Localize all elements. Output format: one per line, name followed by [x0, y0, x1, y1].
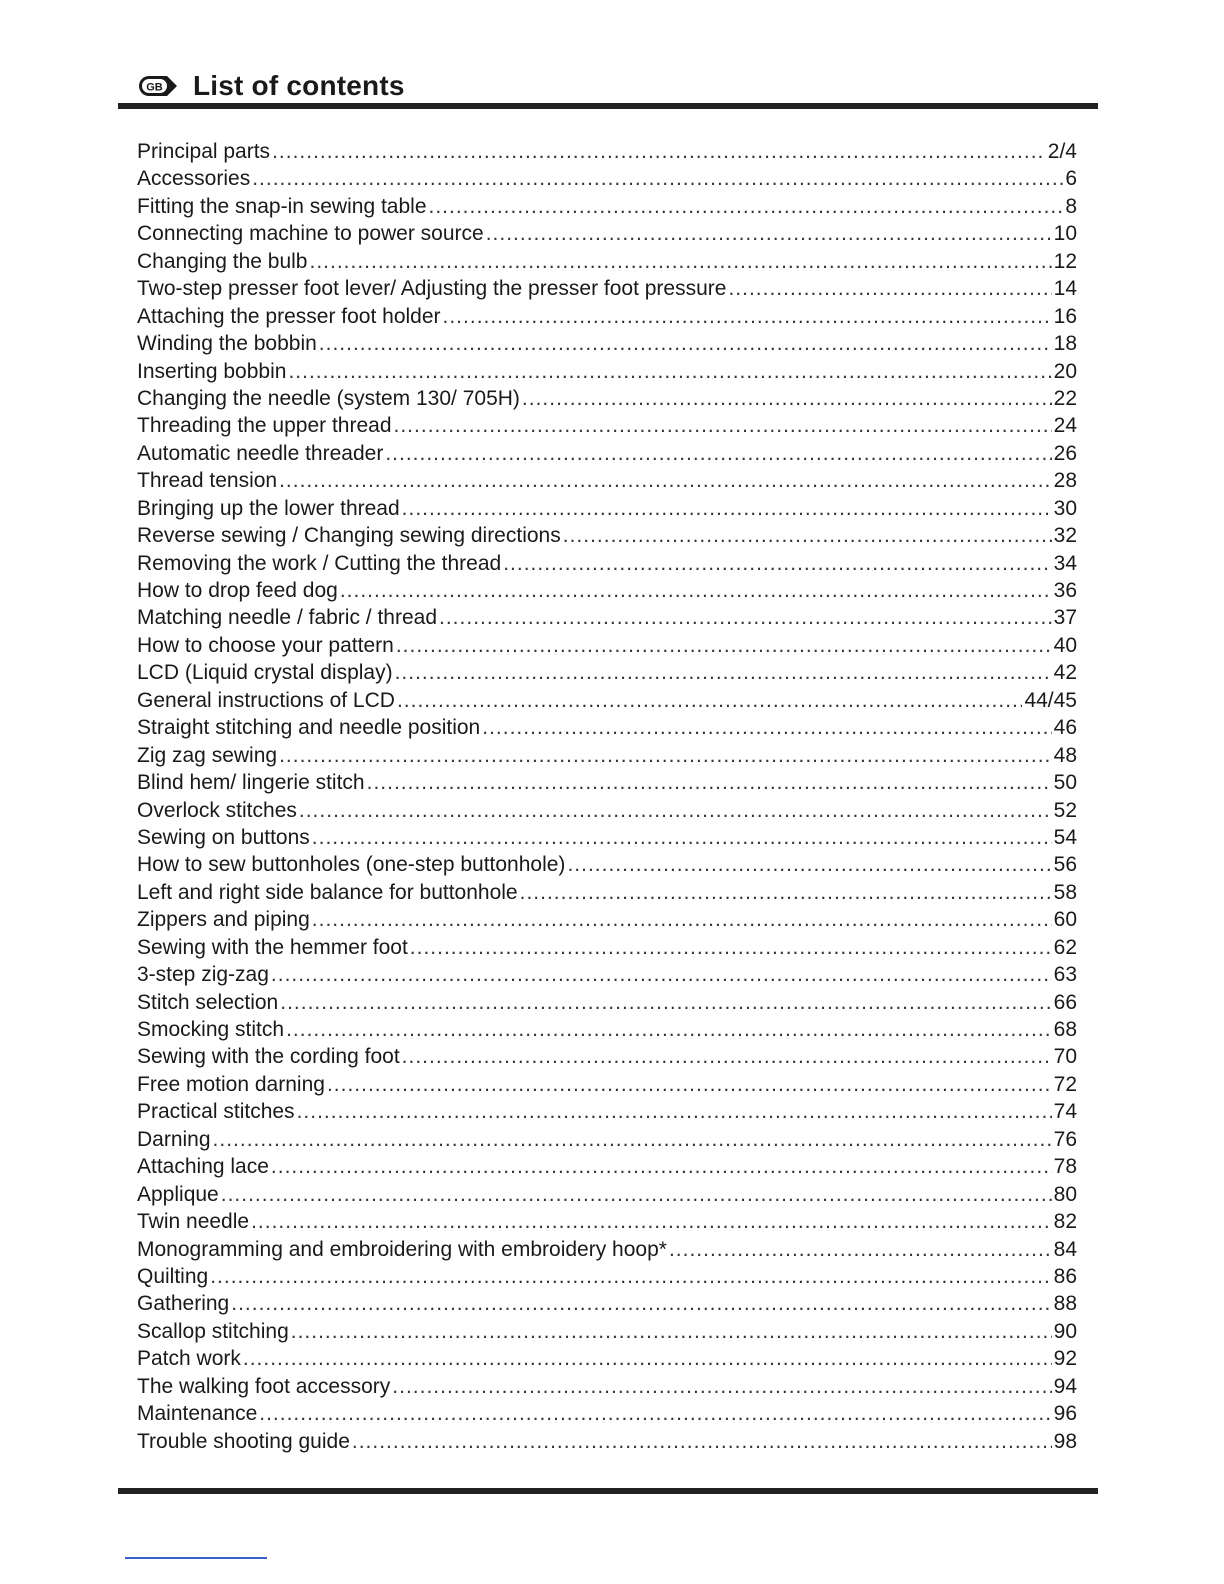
- toc-entry: [137, 467, 1077, 494]
- toc-entry: [137, 1071, 1077, 1098]
- toc-entry: [137, 687, 1077, 714]
- toc-entry-page: 96: [1053, 1402, 1077, 1426]
- toc-leader-dots: [397, 687, 1022, 714]
- toc-leader-dots: [669, 1236, 1052, 1263]
- toc-entry-title: Connecting machine to power source: [137, 222, 484, 246]
- toc-entry-title: Attaching lace: [137, 1155, 269, 1179]
- toc-entry-page: 66: [1053, 990, 1077, 1014]
- toc-entry: [137, 412, 1077, 439]
- toc-entry-title: Zig zag sewing: [137, 743, 278, 767]
- toc-entry-page: 32: [1053, 524, 1077, 548]
- toc-entry: [137, 1153, 1077, 1180]
- toc-entry-title: Overlock stitches: [137, 798, 297, 822]
- toc-leader-dots: [327, 1071, 1052, 1098]
- toc-leader-dots: [402, 495, 1052, 522]
- toc-entry-title: Left and right side balance for buttonhole: [137, 880, 518, 904]
- toc-entry: [137, 138, 1077, 165]
- toc-entry: [137, 495, 1077, 522]
- toc-entry-title: How to choose your pattern: [137, 633, 394, 657]
- toc-entry-page: 70: [1053, 1045, 1077, 1069]
- toc-entry-page: 26: [1053, 441, 1077, 465]
- toc-entry: [137, 330, 1077, 357]
- toc-entry-page: 56: [1053, 853, 1077, 877]
- toc-entry-title: Sewing on buttons: [137, 825, 310, 849]
- toc-entry-title: Winding the bobbin: [137, 332, 317, 356]
- toc-entry: [137, 1263, 1077, 1290]
- toc-entry-page: 92: [1053, 1347, 1077, 1371]
- toc-entry: [137, 1043, 1077, 1070]
- toc-entry-page: 16: [1053, 304, 1077, 328]
- toc-entry-title: 3-step zig-zag: [137, 963, 269, 987]
- toc-leader-dots: [210, 1263, 1051, 1290]
- toc-entry-title: Principal parts: [137, 140, 271, 163]
- toc-leader-dots: [259, 1400, 1051, 1427]
- toc-entry-title: Changing the needle (system 130/ 705H): [137, 386, 520, 410]
- toc-entry-page: 28: [1053, 469, 1077, 493]
- toc-entry: [137, 385, 1077, 412]
- toc-leader-dots: [312, 824, 1052, 851]
- toc-entry: [137, 248, 1077, 275]
- toc-entry-page: 54: [1053, 825, 1077, 849]
- toc-leader-dots: [567, 851, 1051, 878]
- toc-leader-dots: [443, 303, 1052, 330]
- toc-entry-page: 10: [1053, 222, 1077, 246]
- toc-entry-title: Scallop stitching: [137, 1319, 289, 1343]
- toc-entry-title: Patch work: [137, 1347, 241, 1371]
- toc-entry: [137, 1016, 1077, 1043]
- toc-entry: [137, 824, 1077, 851]
- toc-entry: [137, 1208, 1077, 1235]
- toc-entry-page: 76: [1053, 1127, 1077, 1151]
- toc-leader-dots: [503, 550, 1051, 577]
- toc-entry-page: 52: [1053, 798, 1077, 822]
- toc-entry: [137, 1290, 1077, 1317]
- toc-leader-dots: [728, 275, 1051, 302]
- toc-leader-dots: [439, 604, 1052, 631]
- toc-leader-dots: [251, 1208, 1052, 1235]
- toc-entry: [137, 1400, 1077, 1427]
- toc-entry-title: Sewing with the cording foot: [137, 1045, 400, 1069]
- toc-entry: [137, 989, 1077, 1016]
- toc-leader-dots: [231, 1290, 1051, 1317]
- toc-entry-page: 12: [1053, 249, 1077, 273]
- toc-entry-title: Smocking stitch: [137, 1018, 285, 1041]
- toc-leader-dots: [563, 522, 1052, 549]
- top-divider: [118, 103, 1098, 109]
- toc-leader-dots: [392, 1373, 1051, 1400]
- toc-entry: [137, 193, 1077, 220]
- toc-leader-dots: [271, 1153, 1052, 1180]
- toc-entry-title: How to drop feed dog: [137, 579, 338, 602]
- toc-entry-title: Trouble shooting guide: [137, 1429, 350, 1453]
- toc-entry: [137, 906, 1077, 933]
- toc-entry-page: 86: [1053, 1264, 1077, 1288]
- toc-leader-dots: [482, 714, 1051, 741]
- toc-entry: [137, 604, 1077, 631]
- toc-leader-dots: [385, 440, 1051, 467]
- toc-entry: [137, 934, 1077, 961]
- toc-entry: [137, 1126, 1077, 1153]
- toc-leader-dots: [367, 769, 1052, 796]
- toc-entry: [137, 1428, 1077, 1455]
- toc-entry-page: 48: [1053, 743, 1077, 767]
- toc-entry-page: 62: [1053, 935, 1077, 959]
- toc-entry-title: Inserting bobbin: [137, 359, 287, 383]
- toc-entry-page: 6: [1065, 167, 1077, 191]
- toc-entry-page: 84: [1053, 1237, 1077, 1261]
- toc-leader-dots: [410, 934, 1052, 961]
- toc-entry-page: 42: [1053, 661, 1077, 685]
- toc-entry-page: 44/45: [1024, 688, 1077, 712]
- toc-entry-title: General instructions of LCD: [137, 688, 395, 712]
- toc-entry-title: Straight stitching and needle position: [137, 716, 481, 740]
- toc-leader-dots: [299, 797, 1052, 824]
- toc-entry-title: Changing the bulb: [137, 249, 308, 273]
- toc-leader-dots: [271, 961, 1052, 988]
- toc-leader-dots: [309, 248, 1051, 275]
- toc-entry: [137, 769, 1077, 796]
- toc-entry-page: 34: [1053, 551, 1077, 575]
- toc-leader-dots: [279, 467, 1052, 494]
- toc-entry-page: 98: [1053, 1429, 1077, 1453]
- table-of-contents: [137, 138, 1077, 1455]
- toc-entry-page: 22: [1053, 386, 1077, 410]
- toc-entry-title: Twin needle: [137, 1210, 250, 1234]
- toc-entry: [137, 1181, 1077, 1208]
- toc-entry: [137, 797, 1077, 824]
- toc-entry-title: Stitch selection: [137, 990, 279, 1014]
- toc-leader-dots: [395, 659, 1052, 686]
- toc-entry-title: Threading the upper thread: [137, 414, 392, 438]
- toc-entry-title: Applique: [137, 1182, 219, 1206]
- toc-entry: [137, 440, 1077, 467]
- bottom-divider: [118, 1488, 1098, 1494]
- toc-leader-dots: [243, 1345, 1052, 1372]
- toc-entry-title: Removing the work / Cutting the thread: [137, 551, 502, 575]
- gb-language-icon: [137, 74, 179, 98]
- toc-leader-dots: [522, 385, 1052, 412]
- toc-entry: [137, 1373, 1077, 1400]
- toc-entry-page: 58: [1053, 880, 1077, 904]
- toc-entry-page: 40: [1053, 633, 1077, 657]
- toc-entry-title: Blind hem/ lingerie stitch: [137, 771, 365, 795]
- toc-entry-page: 2/4: [1047, 140, 1077, 163]
- toc-entry: [137, 577, 1077, 604]
- toc-leader-dots: [394, 412, 1052, 439]
- toc-entry: [137, 165, 1077, 192]
- toc-leader-dots: [291, 1318, 1052, 1345]
- toc-leader-dots: [429, 193, 1064, 220]
- toc-entry-title: The walking foot accessory: [137, 1374, 391, 1398]
- toc-entry: [137, 1098, 1077, 1125]
- toc-entry: [137, 632, 1077, 659]
- toc-entry-page: 68: [1053, 1018, 1077, 1041]
- page-title: List of contents: [193, 70, 405, 101]
- toc-entry-title: Sewing with the hemmer foot: [137, 935, 408, 959]
- toc-leader-dots: [520, 879, 1052, 906]
- toc-entry-page: 30: [1053, 496, 1077, 520]
- toc-leader-dots: [288, 358, 1051, 385]
- page-header: [137, 66, 405, 106]
- toc-leader-dots: [280, 989, 1051, 1016]
- toc-leader-dots: [340, 577, 1052, 604]
- toc-entry: [137, 522, 1077, 549]
- toc-entry-page: 20: [1053, 359, 1077, 383]
- toc-entry-page: 74: [1053, 1100, 1077, 1124]
- toc-leader-dots: [486, 220, 1052, 247]
- toc-entry: [137, 659, 1077, 686]
- toc-entry-title: LCD (Liquid crystal display): [137, 661, 393, 685]
- toc-entry-page: 37: [1053, 606, 1077, 630]
- toc-entry-page: 80: [1053, 1182, 1077, 1206]
- toc-entry-page: 90: [1053, 1319, 1077, 1343]
- toc-entry-page: 8: [1065, 194, 1077, 218]
- toc-entry-page: 18: [1053, 332, 1077, 356]
- toc-entry-title: Free motion darning: [137, 1072, 325, 1096]
- toc-entry-title: How to sew buttonholes (one-step buttonhole): [137, 853, 566, 877]
- toc-entry: [137, 851, 1077, 878]
- toc-entry: [137, 961, 1077, 988]
- toc-entry-page: 50: [1053, 771, 1077, 795]
- toc-entry-title: Quilting: [137, 1264, 209, 1288]
- toc-entry-page: 78: [1053, 1155, 1077, 1179]
- toc-entry-page: 60: [1053, 908, 1077, 932]
- toc-leader-dots: [402, 1043, 1052, 1070]
- toc-entry-title: Two-step presser foot lever/ Adjusting the presser foot pressure: [137, 277, 727, 301]
- toc-entry-title: Monogramming and embroidering with embroidery hoop*: [137, 1237, 667, 1261]
- toc-entry: [137, 1236, 1077, 1263]
- toc-entry-title: Thread tension: [137, 469, 278, 493]
- toc-entry: [137, 742, 1077, 769]
- toc-leader-dots: [396, 632, 1052, 659]
- toc-leader-dots: [312, 906, 1052, 933]
- toc-entry-title: Reverse sewing / Changing sewing directions: [137, 524, 561, 548]
- toc-leader-dots: [272, 138, 1046, 165]
- toc-entry-title: Fitting the snap-in sewing table: [137, 194, 427, 218]
- toc-entry-page: 94: [1053, 1374, 1077, 1398]
- toc-leader-dots: [279, 742, 1052, 769]
- footer-line: [125, 1557, 267, 1559]
- toc-entry-page: 24: [1053, 414, 1077, 438]
- toc-entry-title: Bringing up the lower thread: [137, 496, 400, 520]
- toc-leader-dots: [352, 1428, 1052, 1455]
- toc-entry: [137, 220, 1077, 247]
- toc-entry: [137, 550, 1077, 577]
- toc-leader-dots: [286, 1016, 1052, 1043]
- gb-badge-text: GB: [146, 81, 163, 94]
- toc-entry-title: Attaching the presser foot holder: [137, 304, 441, 328]
- toc-entry-title: Practical stitches: [137, 1100, 295, 1124]
- toc-leader-dots: [297, 1098, 1052, 1125]
- toc-entry-page: 46: [1053, 716, 1077, 740]
- toc-entry-page: 14: [1053, 277, 1077, 301]
- toc-entry-title: Matching needle / fabric / thread: [137, 606, 438, 630]
- toc-leader-dots: [252, 165, 1063, 192]
- toc-entry: [137, 714, 1077, 741]
- toc-entry-page: 63: [1053, 963, 1077, 987]
- toc-entry: [137, 275, 1077, 302]
- toc-entry-title: Maintenance: [137, 1402, 258, 1426]
- toc-entry-page: 82: [1053, 1210, 1077, 1234]
- toc-entry-title: Automatic needle threader: [137, 441, 384, 465]
- toc-entry-page: 88: [1053, 1292, 1077, 1316]
- toc-entry: [137, 1345, 1077, 1372]
- toc-entry-title: Accessories: [137, 167, 251, 191]
- toc-entry: [137, 1318, 1077, 1345]
- toc-entry: [137, 358, 1077, 385]
- toc-entry: [137, 879, 1077, 906]
- toc-entry-page: 72: [1053, 1072, 1077, 1096]
- toc-entry-page: 36: [1053, 579, 1077, 602]
- toc-leader-dots: [213, 1126, 1052, 1153]
- toc-entry: [137, 303, 1077, 330]
- toc-entry-title: Gathering: [137, 1292, 230, 1316]
- toc-leader-dots: [221, 1181, 1052, 1208]
- toc-entry-title: Darning: [137, 1127, 211, 1151]
- toc-leader-dots: [319, 330, 1052, 357]
- toc-entry-title: Zippers and piping: [137, 908, 310, 932]
